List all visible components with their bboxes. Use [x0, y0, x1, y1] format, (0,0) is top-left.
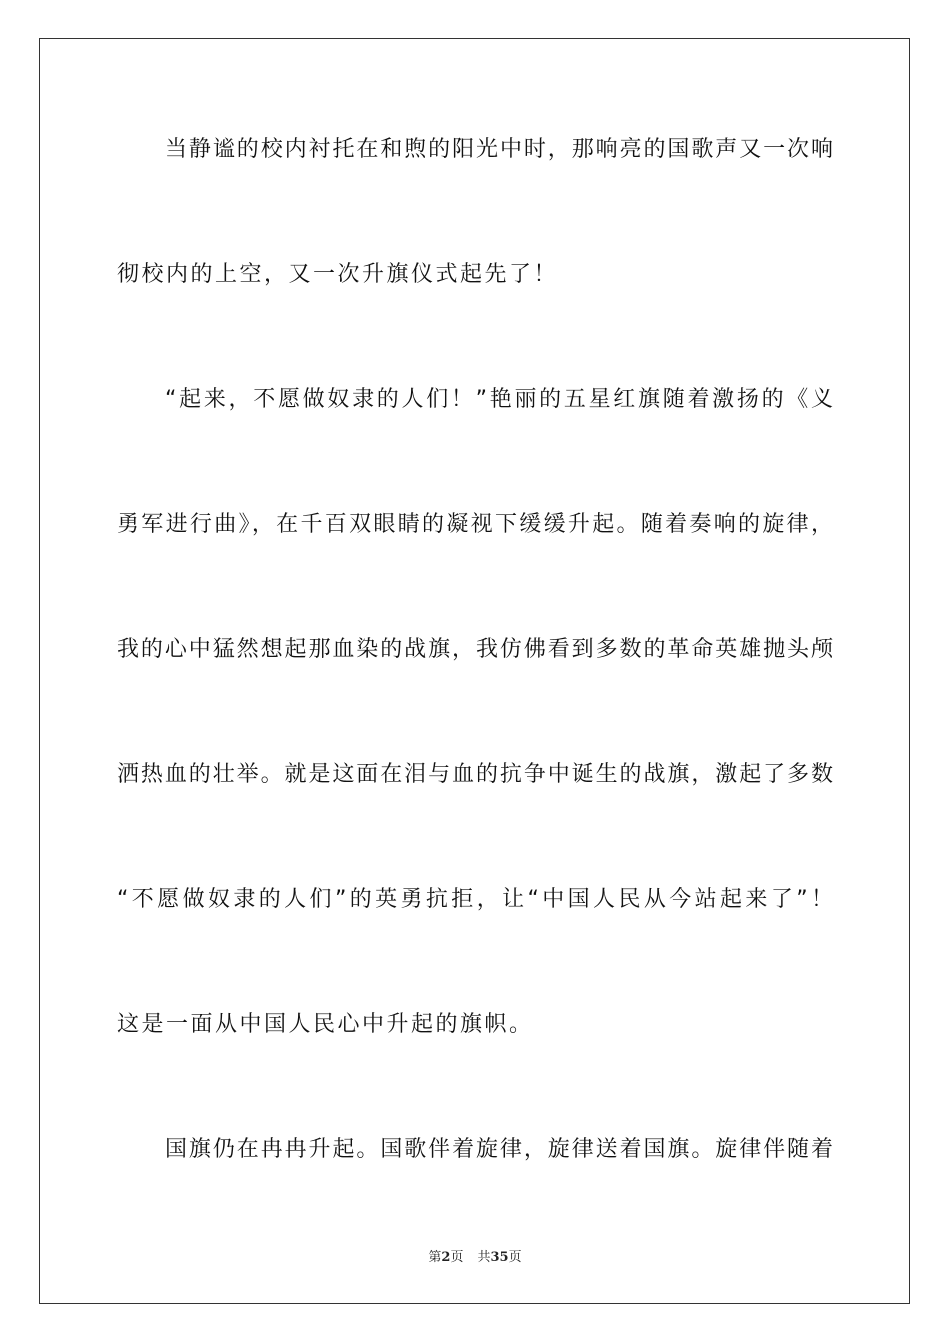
footer-page-suffix: 页 [450, 1250, 464, 1265]
page-border [39, 38, 910, 1304]
paragraph-1-line-1: 当静谧的校内衬托在和煦的阳光中时，那响亮的国歌声又一次响 [165, 137, 833, 162]
paragraph-3-line-1: 国旗仍在冉冉升起。国歌伴着旋律，旋律送着国旗。旋律伴随着 [165, 1137, 833, 1162]
paragraph-2-line-2: 勇军进行曲》，在千百双眼睛的凝视下缓缓升起。随着奏响的旋律， [117, 512, 833, 537]
footer-total-pages: 35 [490, 1250, 509, 1265]
paragraph-2-line-3: 我的心中猛然想起那血染的战旗，我仿佛看到多数的革命英雄抛头颅 [117, 637, 833, 662]
page-footer [0, 1246, 950, 1265]
paragraph-2-line-1: “起来，不愿做奴隶的人们！”艳丽的五星红旗随着激扬的《义 [165, 387, 833, 412]
footer-page-prefix: 第 [428, 1250, 442, 1265]
paragraph-1-line-2: 彻校内的上空，又一次升旗仪式起先了！ [117, 262, 559, 287]
paragraph-2-line-5: “不愿做奴隶的人们”的英勇抗拒，让“中国人民从今站起来了”！ [117, 887, 833, 912]
paragraph-2-line-4: 洒热血的壮举。就是这面在泪与血的抗争中诞生的战旗，激起了多数 [117, 762, 833, 787]
footer-total-prefix: 共 [477, 1250, 491, 1265]
footer-total-suffix: 页 [508, 1250, 522, 1265]
paragraph-2-line-6: 这是一面从中国人民心中升起的旗帜。 [117, 1012, 534, 1037]
footer-page-number: 2 [441, 1250, 451, 1265]
